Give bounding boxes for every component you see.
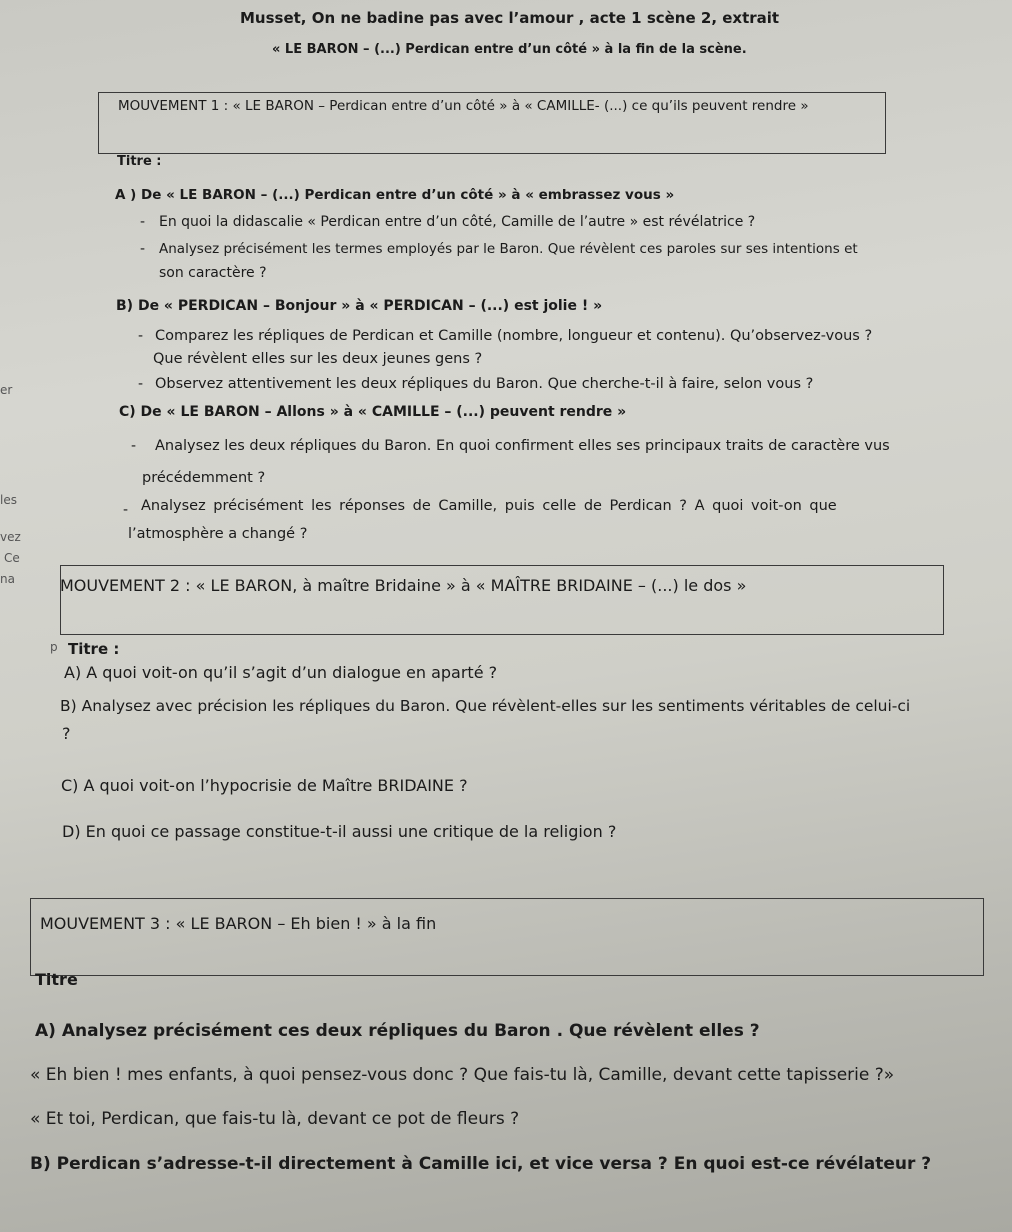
margin-fragment: p <box>50 640 58 654</box>
movement-1-section-a-heading: A ) De « LE BARON – (...) Perdican entre d’un côté » à « embrassez vous » <box>115 187 675 203</box>
document-subtitle: « LE BARON – (...) Perdican entre d’un côté » à la fin de la scène. <box>272 42 747 57</box>
movement-1-section-c-heading: C) De « LE BARON – Allons » à « CAMILLE – (...) peuvent rendre » <box>119 404 627 420</box>
movement-3-question-a: A) Analysez précisément ces deux répliques du Baron . Que révèlent elles ? <box>35 1021 760 1041</box>
margin-fragment: na <box>0 572 15 586</box>
movement-2-question-b-line-2: ? <box>62 724 71 743</box>
document-title: Musset, On ne badine pas avec l’amour , acte 1 scène 2, extrait <box>240 9 780 27</box>
movement-1-a-question-2-line-2: son caractère ? <box>159 265 267 281</box>
movement-2-question-a: A) A quoi voit-on qu’il s’agit d’un dialogue en aparté ? <box>64 663 498 682</box>
movement-2-question-c: C) A quoi voit-on l’hypocrisie de Maître BRIDAINE ? <box>61 776 468 795</box>
movement-1-c-question-1-line-1: Analysez les deux répliques du Baron. En quoi confirment elles ses principaux traits de caractère vus <box>155 438 890 454</box>
bullet: - <box>123 502 129 518</box>
movement-2-title-label: Titre : <box>68 640 120 658</box>
movement-3-quote-1: « Eh bien ! mes enfants, à quoi pensez-vous donc ? Que fais-tu là, Camille, devant cette tapisserie ?» <box>30 1065 895 1085</box>
margin-fragment: er <box>0 383 13 397</box>
movement-3-quote-2: « Et toi, Perdican, que fais-tu là, devant ce pot de fleurs ? <box>30 1109 520 1129</box>
bullet: - <box>131 438 137 454</box>
bullet: - <box>140 241 146 257</box>
movement-1-a-question-1: En quoi la didascalie « Perdican entre d’un côté, Camille de l’autre » est révélatrice ? <box>159 214 756 230</box>
margin-fragment: vez <box>0 530 21 544</box>
margin-fragment: les <box>0 493 17 507</box>
movement-1-b-question-1-line-2: Que révèlent elles sur les deux jeunes gens ? <box>153 351 483 367</box>
movement-1-heading: MOUVEMENT 1 : « LE BARON – Perdican entre d’un côté » à « CAMILLE- (...) ce qu’ils peuvent rendre » <box>118 98 809 114</box>
movement-1-a-question-2-line-1: Analysez précisément les termes employés par le Baron. Que révèlent ces paroles sur ses intentions et <box>159 241 858 257</box>
movement-2-question-b-line-1: B) Analysez avec précision les répliques du Baron. Que révèlent-elles sur les sentiments véritables de celui-ci <box>60 697 911 715</box>
movement-3-title-label: Titre <box>35 970 78 989</box>
bullet: - <box>140 214 146 230</box>
margin-fragment: Ce <box>4 551 20 565</box>
movement-2-heading: MOUVEMENT 2 : « LE BARON, à maître Bridaine » à « MAÎTRE BRIDAINE – (...) le dos » <box>60 576 747 595</box>
movement-3-question-b: B) Perdican s’adresse-t-il directement à Camille ici, et vice versa ? En quoi est-ce révélateur ? <box>30 1154 932 1174</box>
movement-1-c-question-2-line-2: l’atmosphère a changé ? <box>128 526 308 542</box>
movement-3-box <box>30 898 984 976</box>
movement-1-c-question-1-line-2: précédemment ? <box>142 470 266 486</box>
bullet: - <box>138 328 144 344</box>
movement-1-section-b-heading: B) De « PERDICAN – Bonjour » à « PERDICAN – (...) est jolie ! » <box>116 298 603 314</box>
movement-1-b-question-1-line-1: Comparez les répliques de Perdican et Camille (nombre, longueur et contenu). Qu’observez-vous ? <box>155 328 873 344</box>
movement-1-title-label: Titre : <box>117 154 162 169</box>
movement-1-c-question-2-line-1: Analysez précisément les réponses de Camille, puis celle de Perdican ? A quoi voit-on que <box>141 498 837 514</box>
bullet: - <box>138 376 144 392</box>
movement-2-question-d: D) En quoi ce passage constitue-t-il aussi une critique de la religion ? <box>62 822 617 841</box>
movement-3-heading: MOUVEMENT 3 : « LE BARON – Eh bien ! » à la fin <box>40 914 437 933</box>
movement-1-b-question-2: Observez attentivement les deux répliques du Baron. Que cherche-t-il à faire, selon vous ? <box>155 376 814 392</box>
